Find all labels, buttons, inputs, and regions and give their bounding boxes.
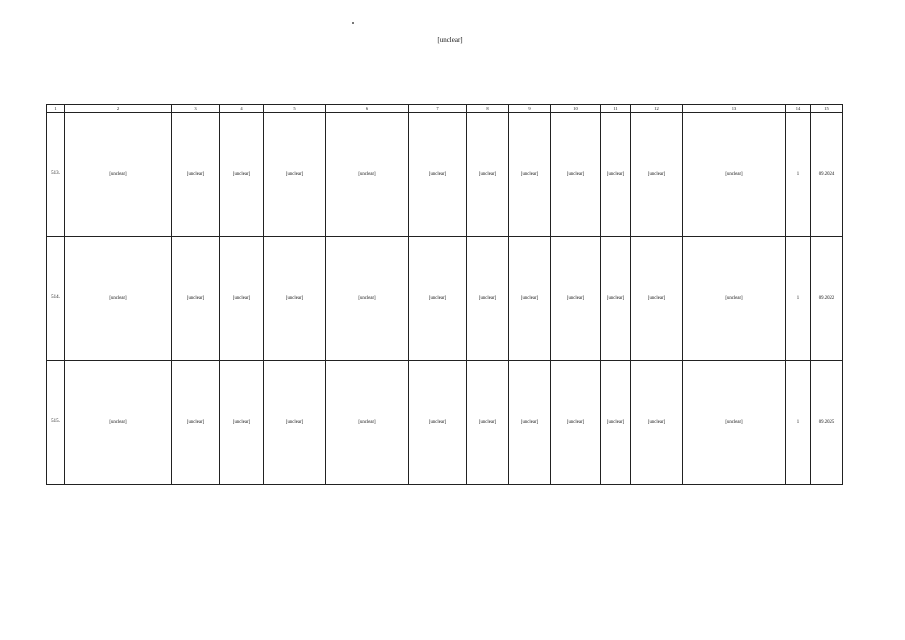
subunit-cell: [unclear] (551, 361, 601, 485)
date-cell: 09.2024 (811, 113, 843, 237)
inn-cell: [unclear] (172, 361, 220, 485)
column-number: 1 (47, 105, 65, 113)
ownership-form: [unclear] (220, 237, 264, 361)
city-cell: [unclear] (409, 113, 467, 237)
building-cell: [unclear] (264, 237, 326, 361)
register-table (46, 104, 843, 485)
row-number: 513. (47, 113, 65, 237)
quantity-cell: 1 (786, 361, 811, 485)
address-cell: [unclear] (326, 361, 409, 485)
address-cell: [unclear] (326, 237, 409, 361)
organization-name: [unclear] (65, 113, 172, 237)
city-cell: [unclear] (409, 237, 467, 361)
quantity-cell: 1 (786, 113, 811, 237)
column-number: 11 (601, 105, 631, 113)
address-cell: [unclear] (326, 113, 409, 237)
building-cell: [unclear] (264, 113, 326, 237)
equipment-cell: [unclear] (631, 237, 683, 361)
care-type-cell: [unclear] (601, 237, 631, 361)
organization-name: [unclear] (65, 361, 172, 485)
column-number: 12 (631, 105, 683, 113)
column-number: 13 (683, 105, 786, 113)
basis-cell: [unclear] (683, 237, 786, 361)
inn-cell: [unclear] (172, 237, 220, 361)
organization-name: [unclear] (65, 237, 172, 361)
scan-speck (352, 22, 354, 24)
quantity-cell: 1 (786, 237, 811, 361)
table-row (47, 113, 843, 237)
column-number: 4 (220, 105, 264, 113)
row-number: 515. (47, 361, 65, 485)
basis-cell: [unclear] (683, 113, 786, 237)
column-number-row (47, 105, 843, 113)
building-cell: [unclear] (264, 361, 326, 485)
equipment-cell: [unclear] (631, 361, 683, 485)
date-cell: 09.2022 (811, 237, 843, 361)
ownership-form: [unclear] (220, 113, 264, 237)
inn-cell: [unclear] (172, 113, 220, 237)
column-number: 10 (551, 105, 601, 113)
city-cell: [unclear] (409, 361, 467, 485)
column-number: 3 (172, 105, 220, 113)
unit-cell: [unclear] (509, 361, 551, 485)
row-number: 514. (47, 237, 65, 361)
column-number: 9 (509, 105, 551, 113)
care-type-cell: [unclear] (601, 361, 631, 485)
table-row (47, 361, 843, 485)
subunit-cell: [unclear] (551, 237, 601, 361)
page-number: [unclear] (437, 36, 463, 44)
care-type-cell: [unclear] (601, 113, 631, 237)
code-cell: [unclear] (467, 113, 509, 237)
basis-cell: [unclear] (683, 361, 786, 485)
ownership-form: [unclear] (220, 361, 264, 485)
unit-cell: [unclear] (509, 237, 551, 361)
column-number: 8 (467, 105, 509, 113)
code-cell: [unclear] (467, 361, 509, 485)
date-cell: 09.2025 (811, 361, 843, 485)
column-number: 7 (409, 105, 467, 113)
column-number: 2 (65, 105, 172, 113)
code-cell: [unclear] (467, 237, 509, 361)
unit-cell: [unclear] (509, 113, 551, 237)
equipment-cell: [unclear] (631, 113, 683, 237)
column-number: 5 (264, 105, 326, 113)
column-number: 6 (326, 105, 409, 113)
column-number: 15 (811, 105, 843, 113)
column-number: 14 (786, 105, 811, 113)
subunit-cell: [unclear] (551, 113, 601, 237)
table-row (47, 237, 843, 361)
